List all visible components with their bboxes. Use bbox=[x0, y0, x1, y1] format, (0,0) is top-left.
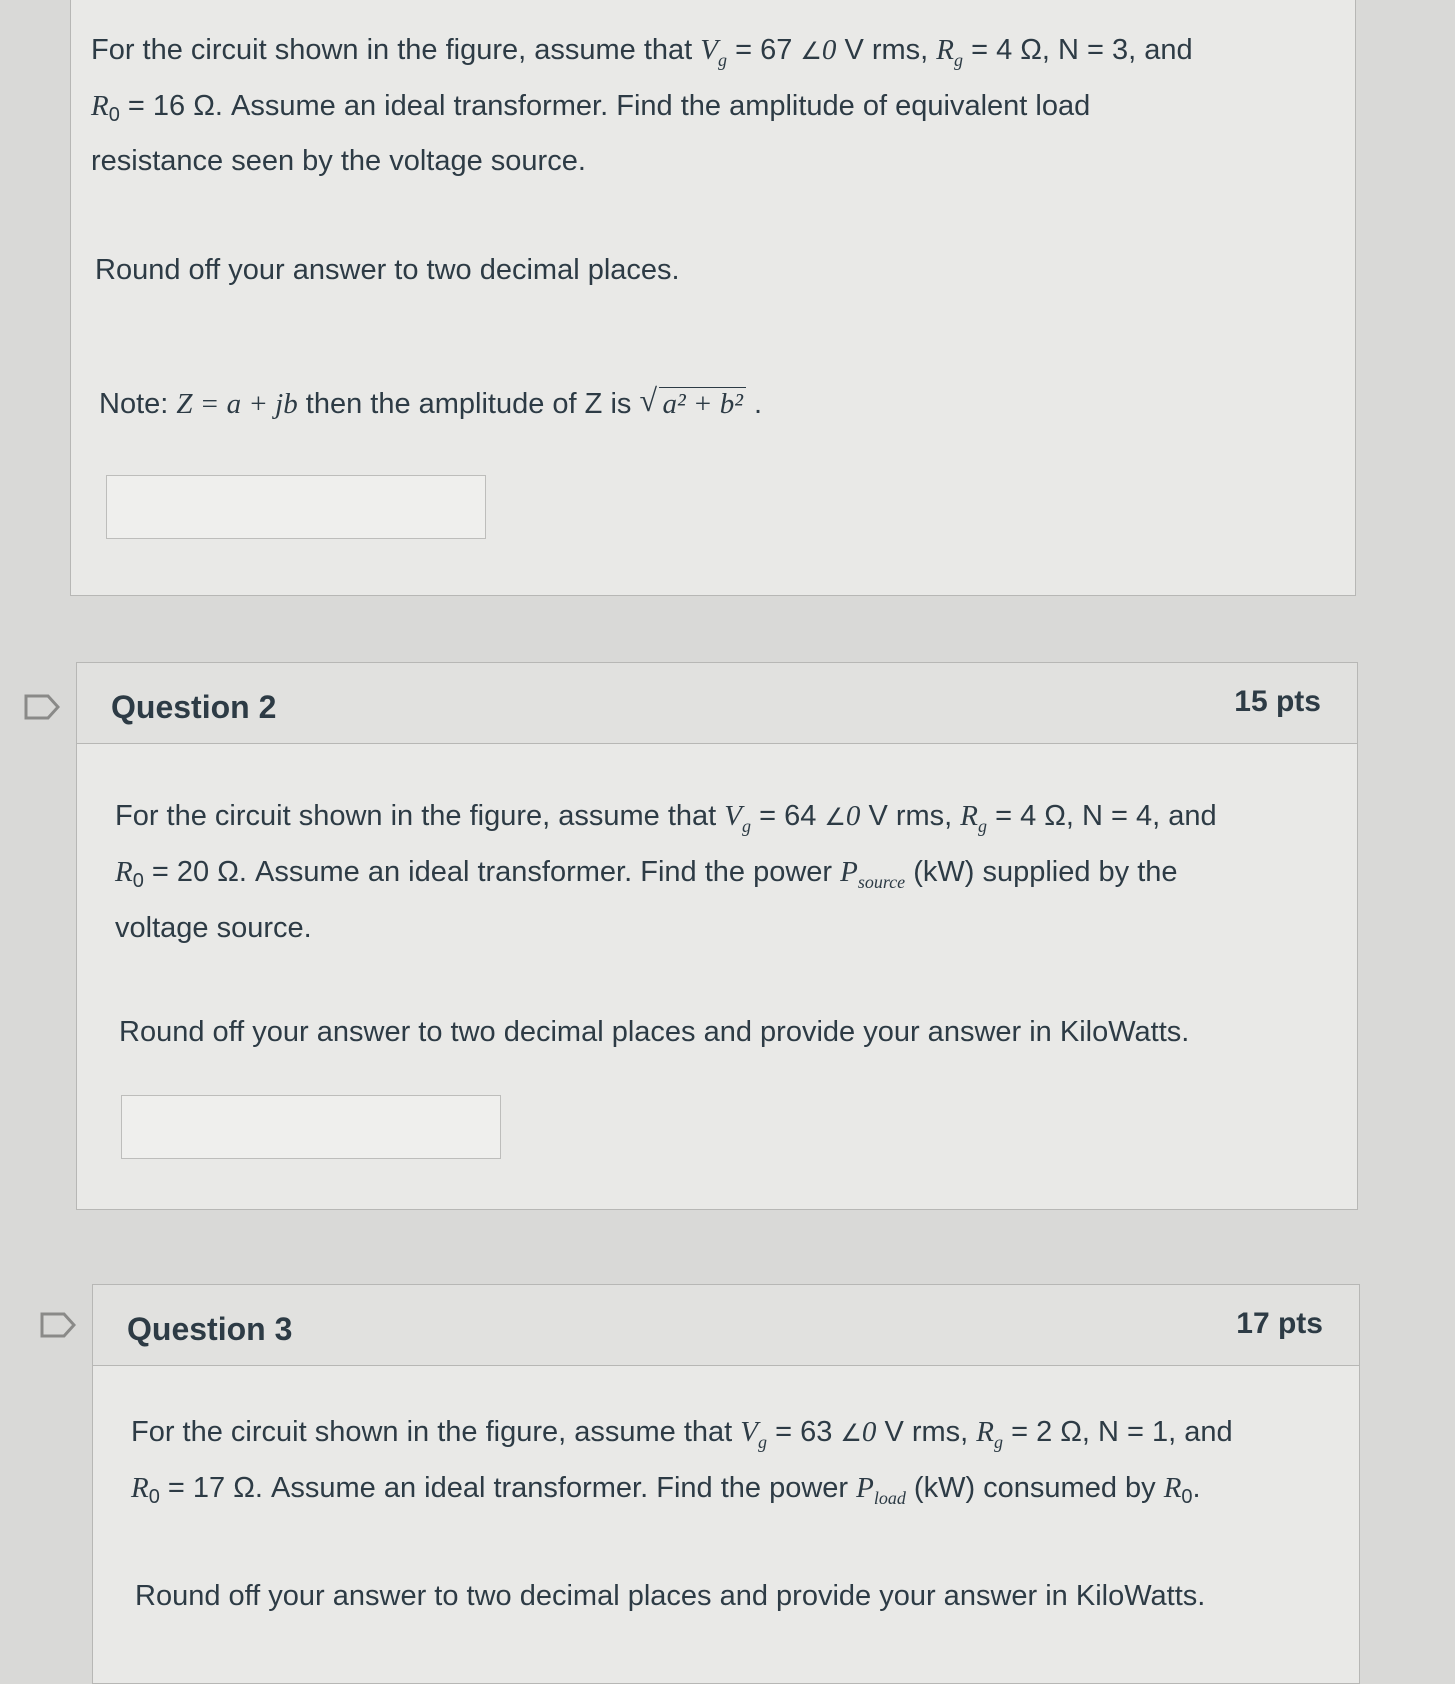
question-3-card bbox=[92, 1284, 1360, 1684]
question-1-answer-input[interactable] bbox=[106, 475, 486, 539]
question-2-header bbox=[77, 663, 1357, 744]
question-2-points: 15 pts bbox=[1234, 685, 1321, 718]
bookmark-flag-icon[interactable] bbox=[40, 1312, 76, 1338]
question-1-amplitude-note: Note: Z = a + jb then the amplitude of Z is √ a² + b² . bbox=[99, 381, 762, 427]
question-1-text: For the circuit shown in the figure, assume that $V_g = 67$ ∠0 V rms, $R_g = 4$ Ω, N = 3, and $R_0 = 16$ Ω. Assume an ideal transformer. Find the amplitude of equivalent load resistance seen by the voltage source. bbox=[91, 34, 1193, 177]
question-2-title: Question 2 bbox=[111, 689, 277, 725]
question-3-title: Question 3 bbox=[127, 1311, 293, 1347]
question-1-rounding-note: Round off your answer to two decimal places. bbox=[95, 254, 680, 286]
question-2-rounding-note: Round off your answer to two decimal places and provide your answer in KiloWatts. bbox=[119, 1016, 1190, 1048]
bookmark-flag-icon[interactable] bbox=[24, 694, 60, 720]
question-2-card bbox=[76, 662, 1358, 1210]
question-3-header bbox=[93, 1285, 1359, 1366]
question-3-points: 17 pts bbox=[1236, 1307, 1323, 1340]
question-1-card bbox=[70, 0, 1356, 596]
question-2-answer-input[interactable] bbox=[121, 1095, 501, 1159]
question-3-rounding-note: Round off your answer to two decimal places and provide your answer in KiloWatts. bbox=[135, 1580, 1206, 1612]
question-2-text: For the circuit shown in the figure, assume that $V_g = 64$ ∠0 V rms, $R_g = 4$ Ω, N = 4, and $R_0 = 20$ Ω. Assume an ideal transformer. Find the power $P_{source}$ (kW) supplied by the voltage source. bbox=[115, 800, 1217, 944]
question-3-text: For the circuit shown in the figure, assume that $V_g = 63$ ∠0 V rms, $R_g = 2$ Ω, N = 1, and $R_0 = 17$ Ω. Assume an ideal transformer. Find the power $P_{load}$ (kW) consumed by $R_0$. bbox=[131, 1416, 1233, 1508]
